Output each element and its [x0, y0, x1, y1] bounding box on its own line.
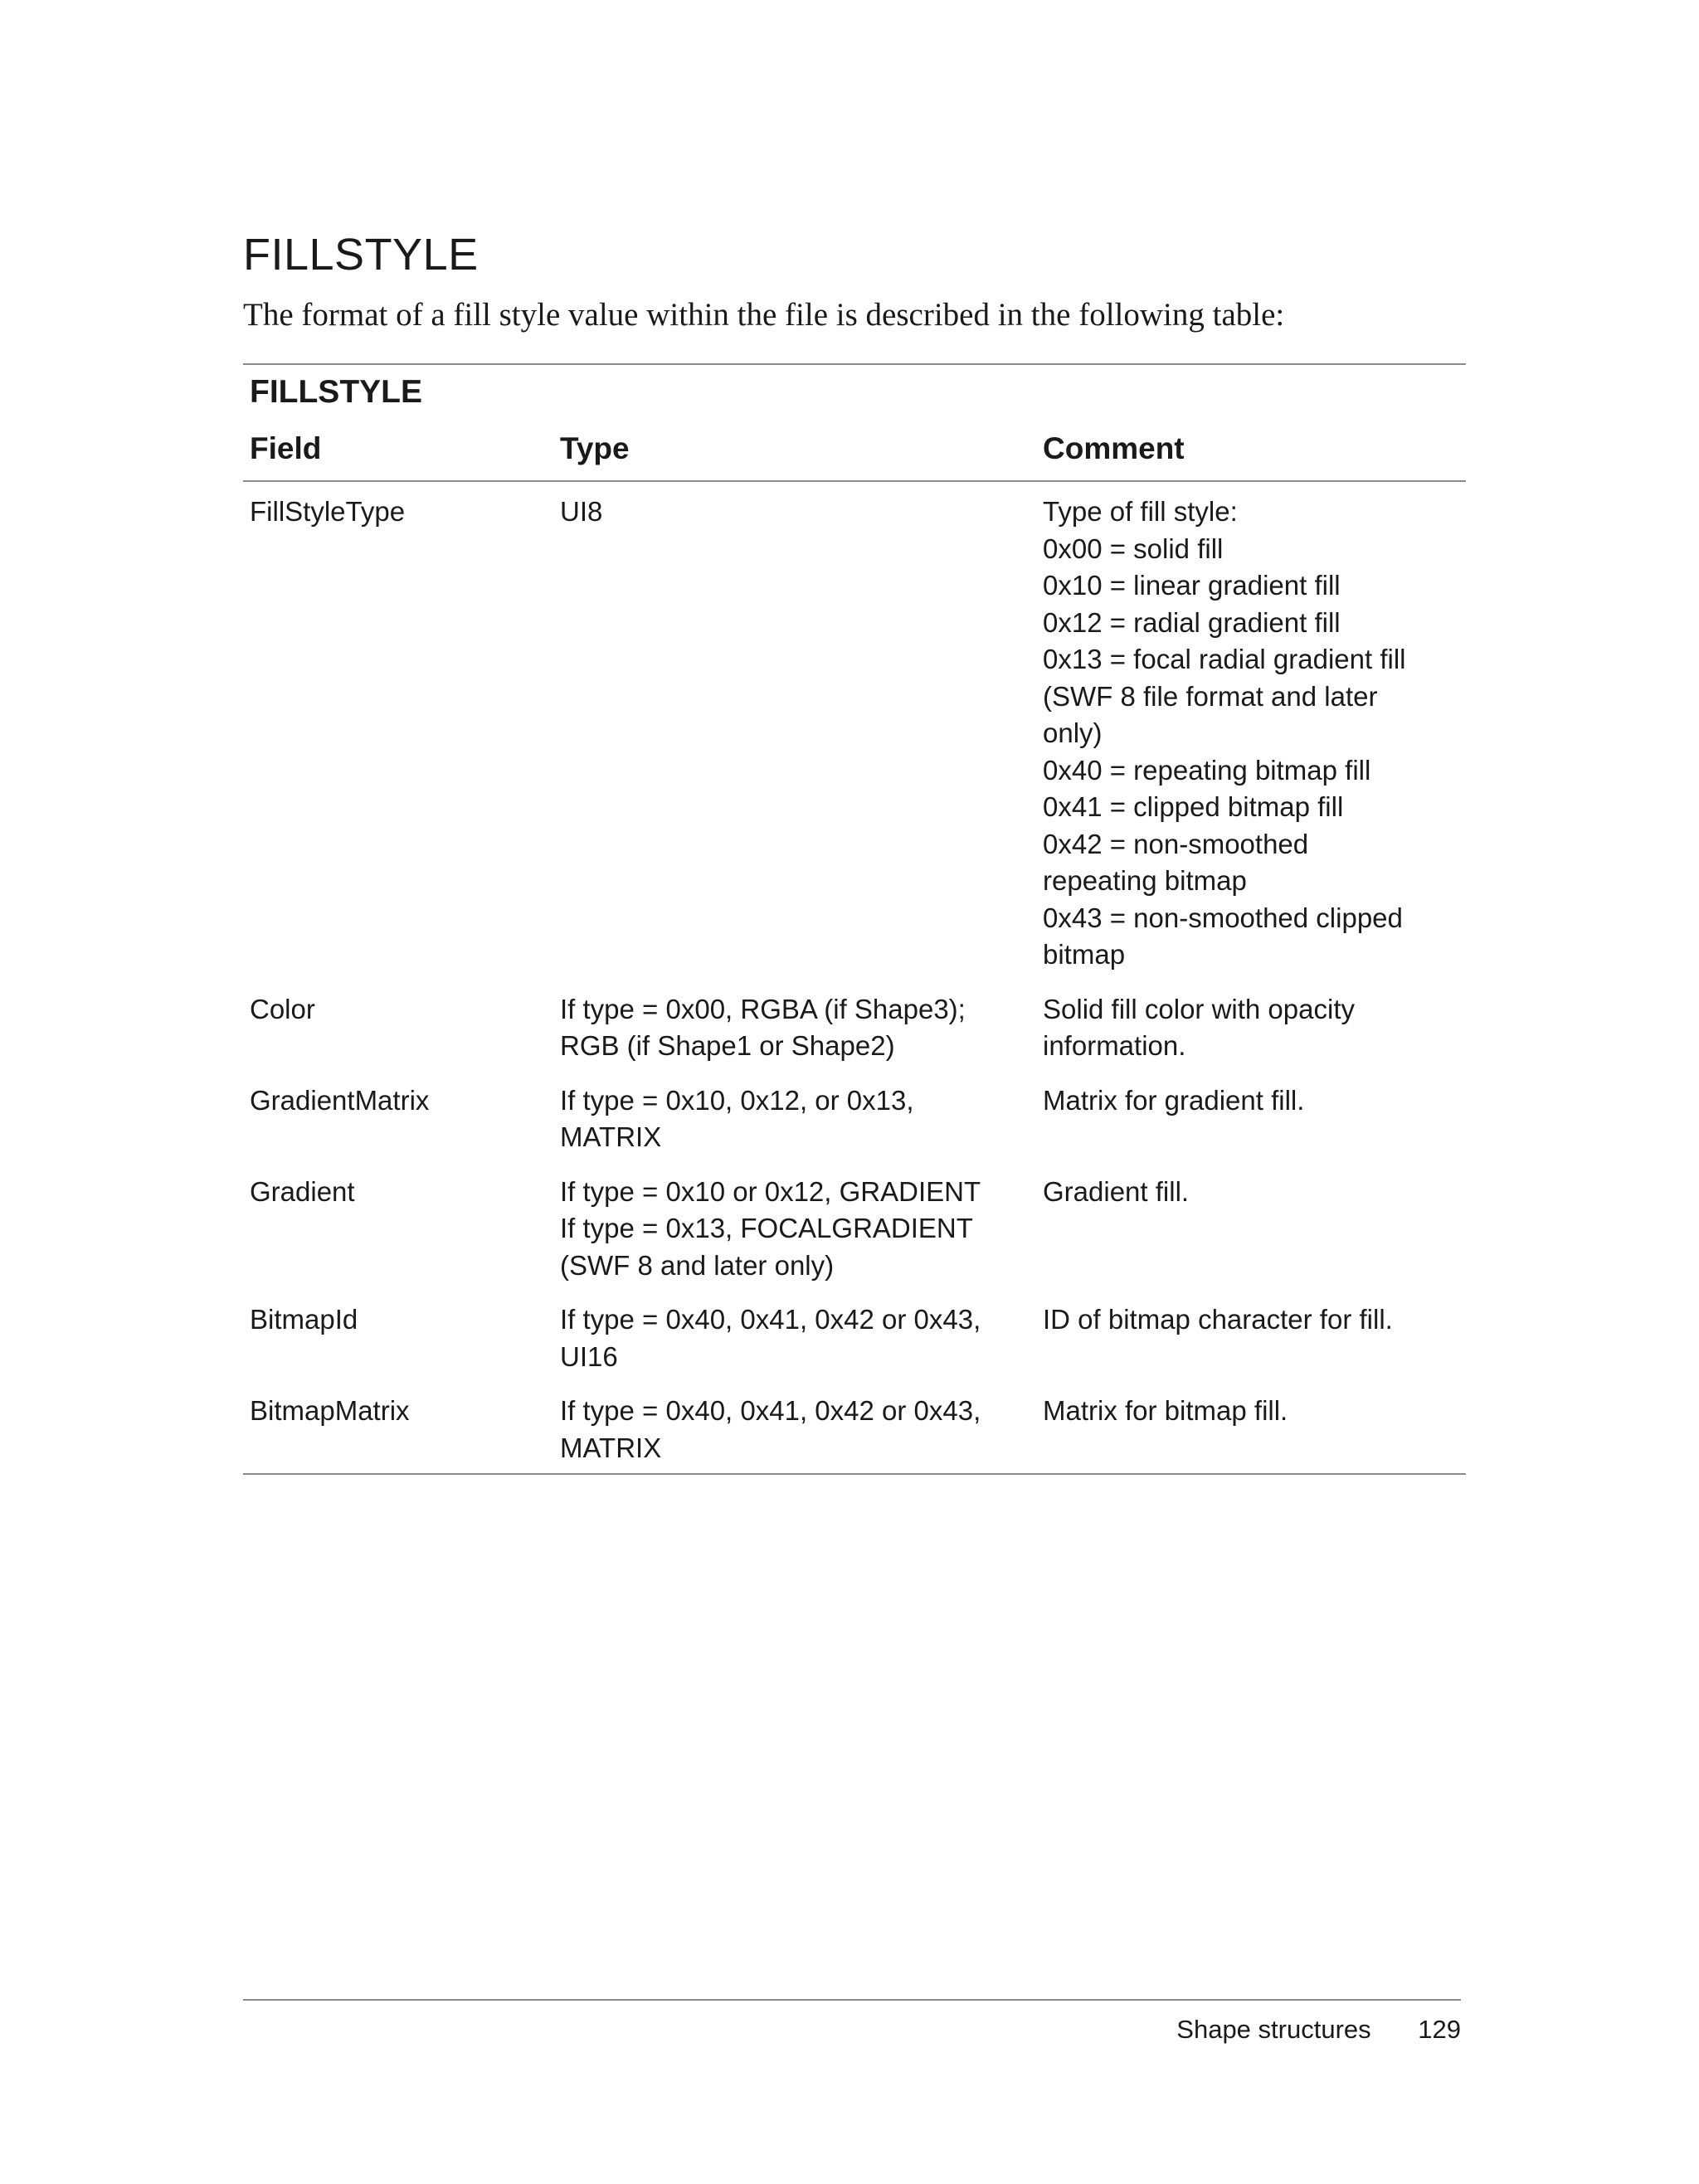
cell-comment-line: 0x00 = solid fill: [1043, 533, 1224, 564]
cell-type: [553, 1082, 1036, 1174]
cell-type-line: (SWF 8 and later only): [560, 1249, 835, 1281]
cell-field: BitmapId: [250, 1304, 358, 1335]
column-header-field: Field: [243, 412, 553, 481]
table-row: [243, 1082, 1466, 1174]
cell-comment-line: 0x42 = non-smoothed: [1043, 828, 1309, 859]
cell-comment-line: Matrix for gradient fill.: [1043, 1084, 1305, 1116]
cell-comment-line: ID of bitmap character for fill.: [1043, 1304, 1393, 1335]
cell-comment-line: bitmap: [1043, 939, 1126, 970]
table-title: FILLSTYLE: [250, 374, 422, 410]
cell-comment-line: Solid fill color with opacity: [1043, 993, 1355, 1024]
cell-field: Gradient: [250, 1175, 355, 1207]
cell-type: [553, 481, 1036, 991]
cell-type: [553, 991, 1036, 1082]
cell-comment-line: Matrix for bitmap fill.: [1043, 1395, 1288, 1426]
cell-type-line: If type = 0x40, 0x41, 0x42 or 0x43,: [560, 1395, 981, 1426]
cell-comment-line: information.: [1043, 1030, 1186, 1061]
cell-comment: [1036, 1301, 1466, 1393]
footer-section-title: Shape structures: [1176, 2015, 1371, 2044]
table-row: [243, 1301, 1466, 1393]
cell-comment: [1036, 481, 1466, 991]
cell-type-line: If type = 0x10 or 0x12, GRADIENT: [560, 1175, 981, 1207]
cell-comment-line: repeating bitmap: [1043, 865, 1247, 896]
cell-type-line: MATRIX: [560, 1121, 662, 1152]
cell-field: FillStyleType: [250, 496, 406, 527]
table-row: [243, 991, 1466, 1082]
table-header-row: [243, 412, 1466, 481]
table-title-row: [243, 364, 1466, 412]
cell-comment-line: 0x43 = non-smoothed clipped: [1043, 902, 1403, 933]
table-body: [243, 481, 1466, 1474]
cell-type-line: If type = 0x00, RGBA (if Shape3);: [560, 993, 966, 1024]
cell-comment-line: Type of fill style:: [1043, 496, 1238, 527]
cell-comment-line: 0x10 = linear gradient fill: [1043, 570, 1341, 601]
cell-type-line: If type = 0x40, 0x41, 0x42 or 0x43,: [560, 1304, 981, 1335]
page-number: 129: [1418, 2015, 1461, 2044]
footer-rule: [243, 1999, 1461, 2001]
cell-field: BitmapMatrix: [250, 1395, 410, 1426]
cell-type: [553, 1174, 1036, 1302]
cell-comment-line: Gradient fill.: [1043, 1175, 1190, 1207]
cell-field: Color: [250, 993, 315, 1024]
column-header-comment: Comment: [1036, 412, 1466, 481]
page-footer: [1176, 2012, 1461, 2047]
cell-comment-line: (SWF 8 file format and later: [1043, 680, 1378, 712]
cell-comment-line: only): [1043, 717, 1103, 748]
cell-comment-line: 0x41 = clipped bitmap fill: [1043, 791, 1344, 822]
cell-type: [553, 1393, 1036, 1474]
cell-type-line: MATRIX: [560, 1432, 662, 1463]
fillstyle-table: [243, 363, 1466, 1475]
cell-field: GradientMatrix: [250, 1084, 430, 1116]
intro-paragraph: The format of a fill style value within the file is described in the following table:: [243, 297, 1285, 333]
cell-type-line: UI16: [560, 1340, 618, 1372]
column-header-type: Type: [553, 412, 1036, 481]
page-heading: FILLSTYLE: [243, 230, 479, 280]
cell-type: [553, 1301, 1036, 1393]
cell-comment: [1036, 1393, 1466, 1474]
cell-type-line: UI8: [560, 496, 603, 527]
cell-type-line: If type = 0x10, 0x12, or 0x13,: [560, 1084, 914, 1116]
table-row: [243, 481, 1466, 991]
cell-comment: [1036, 1174, 1466, 1302]
cell-comment-line: 0x13 = focal radial gradient fill: [1043, 644, 1406, 674]
table-row: [243, 1174, 1466, 1302]
cell-comment-line: 0x40 = repeating bitmap fill: [1043, 754, 1371, 786]
table-row: [243, 1393, 1466, 1474]
cell-comment: [1036, 1082, 1466, 1174]
cell-type-line: RGB (if Shape1 or Shape2): [560, 1030, 895, 1061]
cell-comment: [1036, 991, 1466, 1082]
cell-comment-line: 0x12 = radial gradient fill: [1043, 606, 1341, 638]
cell-type-line: If type = 0x13, FOCALGRADIENT: [560, 1213, 973, 1243]
